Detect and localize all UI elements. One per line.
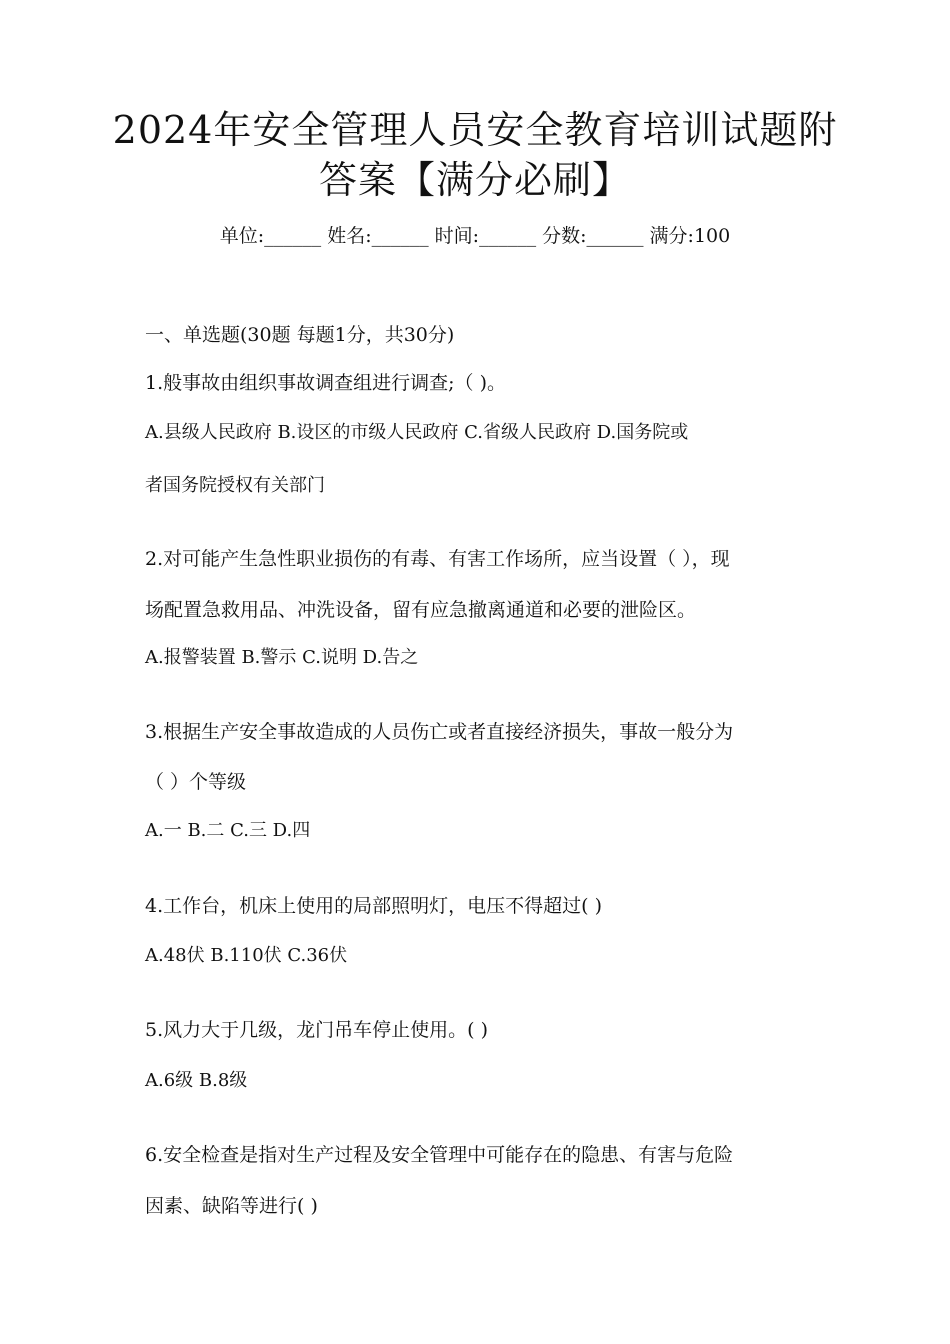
- question-6-text-line-2: 因素、缺陷等进行( ): [145, 1195, 318, 1217]
- question-6-text-line-1: 6.安全检查是指对生产过程及安全管理中可能存在的隐患、有害与危险: [145, 1144, 734, 1166]
- question-4-text: 4.工作台，机床上使用的局部照明灯，电压不得超过( ): [145, 895, 602, 917]
- question-2-text-line-1: 2.对可能产生急性职业损伤的有毒、有害工作场所，应当设置（ ），现: [145, 548, 730, 570]
- question-1-text: 1.般事故由组织事故调查组进行调查;（ )。: [145, 372, 506, 394]
- question-5-text: 5.风力大于几级，龙门吊车停止使用。( ): [145, 1019, 488, 1041]
- document-title-line-2: 答案【满分必刷】: [318, 158, 631, 202]
- question-3-options: A.一 B.二 C.三 D.四: [145, 820, 311, 841]
- question-3-text-line-1: 3.根据生产安全事故造成的人员伤亡或者直接经济损失，事故一般分为: [145, 721, 734, 743]
- document-title-line-1: 2024年安全管理人员安全教育培训试题附: [112, 108, 838, 152]
- question-2-text-line-2: 场配置急救用品、冲洗设备，留有应急撤离通道和必要的泄险区。: [145, 599, 697, 621]
- question-1-options-line-1: A.县级人民政府 B.设区的市级人民政府 C.省级人民政府 D.国务院或: [145, 422, 689, 443]
- question-3-text-line-2: （ ）个等级: [145, 771, 247, 793]
- question-5-options: A.6级 B.8级: [145, 1070, 248, 1091]
- question-1-options-line-2: 者国务院授权有关部门: [145, 475, 325, 496]
- section-heading: 一、单选题(30题 每题1分，共30分): [145, 324, 455, 346]
- info-fields-line: 单位:______ 姓名:______ 时间:______ 分数:______ 满分:100: [219, 225, 731, 247]
- question-2-options: A.报警装置 B.警示 C.说明 D.告之: [145, 647, 419, 668]
- question-4-options: A.48伏 B.110伏 C.36伏: [145, 945, 348, 966]
